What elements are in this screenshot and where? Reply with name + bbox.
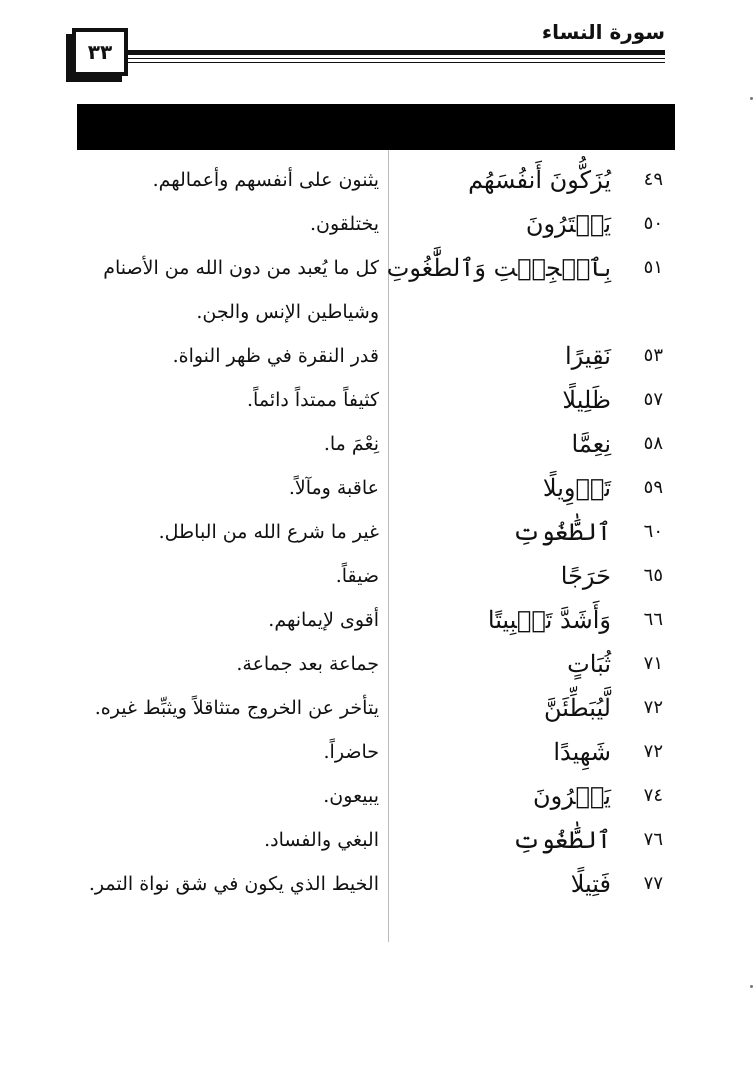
vocabulary-table: [77, 158, 675, 906]
quran-word: لَّيُبَطِّئَنَّ: [544, 694, 611, 722]
word-meaning: كثيفاً ممتداً دائماً.: [247, 389, 379, 411]
table-row: [77, 598, 675, 642]
word-meaning: حاضراً.: [323, 741, 379, 763]
word-meaning: الخيط الذي يكون في شق نواة التمر.: [88, 873, 379, 895]
table-row: [77, 202, 675, 246]
verse-number: ٥١: [643, 257, 663, 278]
verse-number: ٥٨: [643, 433, 663, 454]
surah-title: سورة النساء: [541, 20, 665, 44]
table-row: [77, 422, 675, 466]
quran-word: حَرَجًا: [560, 562, 611, 590]
word-meaning: يثنون على أنفسهم وأعمالهم.: [152, 169, 379, 191]
verse-number: ٧٢: [643, 697, 663, 718]
quran-word: نَقِيرًا: [565, 342, 611, 370]
verse-number: ٥٣: [643, 345, 663, 366]
word-meaning: قدر النقرة في ظهر النواة.: [172, 345, 379, 367]
word-meaning: يختلقون.: [310, 213, 379, 235]
page-header: [0, 0, 755, 100]
verse-number: ٧٧: [643, 873, 663, 894]
table-row: [77, 862, 675, 906]
margin-dot: [750, 97, 753, 100]
quran-word: يَشۡرُونَ: [533, 782, 611, 810]
word-meaning: غير ما شرع الله من الباطل.: [158, 521, 379, 543]
header-rule-thick: [128, 50, 665, 55]
quran-word: شَهِيدًا: [553, 738, 611, 766]
table-row: [77, 642, 675, 686]
quran-word: يَفۡتَرُونَ: [525, 210, 611, 238]
quran-word: نِعِمَّا: [571, 430, 611, 458]
verse-number: ٥٩: [643, 477, 663, 498]
verse-number: ٧٢: [643, 741, 663, 762]
word-meaning: ضيقاً.: [335, 565, 379, 587]
word-meaning: عاقبة ومآلاً.: [288, 477, 379, 499]
margin-dot: [750, 985, 753, 988]
header-rule-thin: [128, 58, 665, 59]
quran-word: فَتِيلًا: [570, 870, 611, 898]
verse-number: ٤٩: [643, 169, 663, 190]
verse-number: ٦٦: [643, 609, 663, 630]
verse-number: ٦٠: [643, 521, 663, 542]
table-row: [77, 246, 675, 334]
word-meaning: نِعْمَ ما.: [323, 433, 379, 455]
table-row: [77, 158, 675, 202]
table-row: [77, 466, 675, 510]
quran-word: وَأَشَدَّ تَثۡبِيتًا: [487, 606, 611, 634]
quran-word: تَأۡوِيلًا: [542, 474, 611, 502]
verse-number: ٧٦: [643, 829, 663, 850]
verse-number: ٦٥: [643, 565, 663, 586]
header-rule-thin-lower: [128, 62, 665, 63]
word-meaning: البغي والفساد.: [264, 829, 379, 851]
quran-word: ظَلِيلًا: [562, 386, 611, 414]
verse-number: ٥٠: [643, 213, 663, 234]
page-number-box: [72, 28, 128, 76]
table-row: [77, 774, 675, 818]
table-header-bar: [77, 104, 675, 150]
table-row: [77, 554, 675, 598]
word-meaning: جماعة بعد جماعة.: [236, 653, 379, 675]
word-meaning: يتأخر عن الخروج متثاقلاً ويثبِّط غيره.: [94, 697, 379, 719]
verse-number: ٧٤: [643, 785, 663, 806]
table-row: [77, 378, 675, 422]
page-number: ٣٣: [87, 40, 113, 64]
table-row: [77, 334, 675, 378]
verse-number: ٧١: [643, 653, 663, 674]
table-row: [77, 510, 675, 554]
quran-word: ٱلطَّٰغُوتِ: [512, 518, 611, 546]
quran-word: بِٱلۡجِبۡتِ وَٱلطَّٰغُوتِ: [386, 254, 611, 282]
table-row: [77, 730, 675, 774]
quran-word: يُزَكُّونَ أَنفُسَهُم: [468, 166, 611, 194]
word-meaning: كل ما يُعبد من دون الله من الأصنام وشياطين الإنس والجن.: [103, 257, 379, 323]
quran-word: ثُبَاتٍ: [567, 650, 611, 678]
word-meaning: أقوى لإيمانهم.: [268, 609, 379, 631]
word-meaning: يبيعون.: [323, 785, 379, 807]
table-row: [77, 818, 675, 862]
verse-number: ٥٧: [643, 389, 663, 410]
quran-word: ٱلطَّٰغُوتِ: [512, 826, 611, 854]
table-row: [77, 686, 675, 730]
